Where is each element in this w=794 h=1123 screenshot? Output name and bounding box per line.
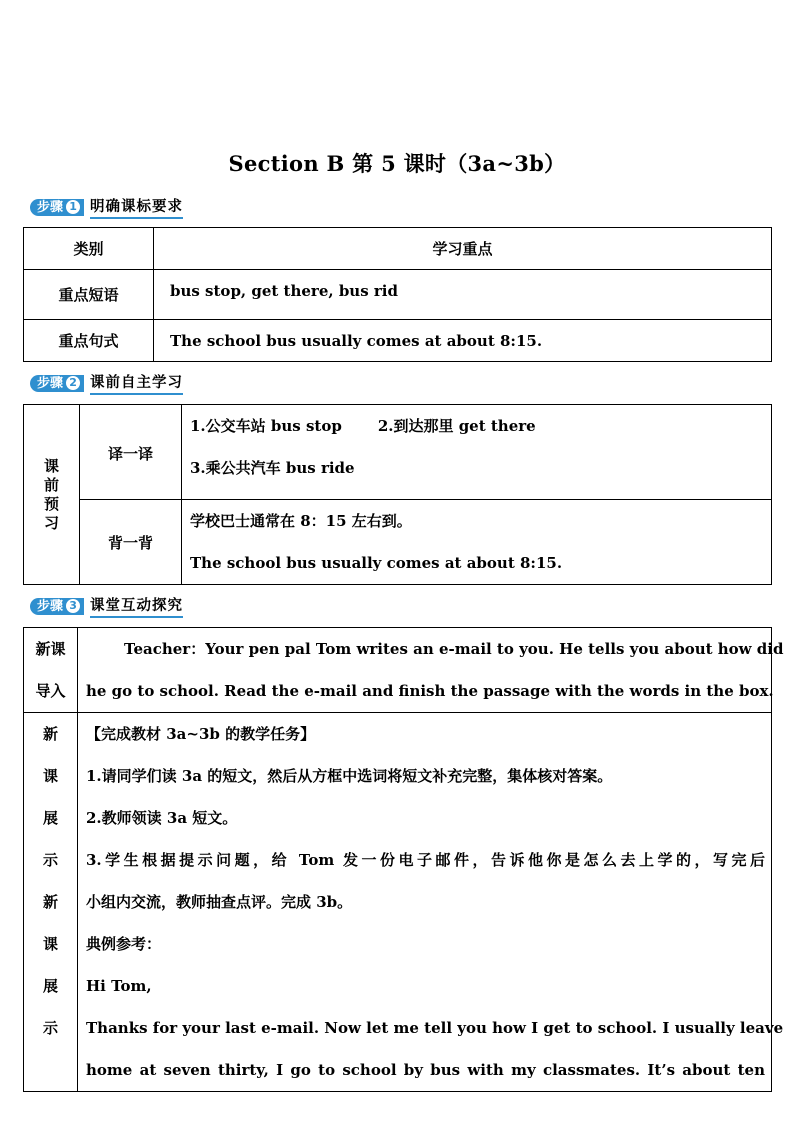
step-3-table <box>23 627 784 1092</box>
sentences-content: The school bus usually comes at about 8:15. <box>154 320 772 362</box>
intro-line: he go to school. Read the e-mail and finish the passage with the words in the box. <box>86 682 774 700</box>
translate-item: 3.乘公共汽车 bus ride <box>190 459 355 477</box>
phrases-content: bus stop, get there, bus rid <box>154 270 772 320</box>
header-category: 类别 <box>24 228 154 270</box>
translate-item: 1.公交车站 bus stop <box>190 417 342 435</box>
task-line: 2.教师领读 3a 短文。 <box>86 809 238 827</box>
translate-content <box>182 405 772 500</box>
display-content <box>78 713 784 1092</box>
step-1-header <box>30 196 183 218</box>
page-title: Section B 第 5 课时（3a~3b） <box>228 151 566 176</box>
email-greeting: Hi Tom, <box>86 977 152 995</box>
recite-line-english: The school bus usually comes at about 8:15. <box>190 554 563 572</box>
task-heading: 【完成教材 3a~3b 的教学任务】 <box>86 725 316 743</box>
step-badge: 步骤 3 <box>30 598 84 615</box>
email-line: Thanks for your last e-mail. Now let me tell you how I get to school. I usually leave <box>86 1019 784 1037</box>
step-label: 明确课标要求 <box>90 195 183 219</box>
translate-item: 2.到达那里 get there <box>377 417 536 435</box>
step-2-header <box>30 372 183 394</box>
preview-side-label: 课 前 预 习 <box>24 405 80 585</box>
intro-side-label: 新课 导入 <box>24 628 78 713</box>
step-number-icon: 3 <box>66 599 80 613</box>
display-side-label: 新 课 展 示 新 课 展 示 <box>24 713 78 1092</box>
header-focus: 学习重点 <box>154 228 772 270</box>
email-line: home at seven thirty, I go to school by bus with my classmates. It’s about ten <box>86 1061 765 1079</box>
example-heading: 典例参考： <box>86 935 162 953</box>
recite-line-chinese: 学校巴士通常在 8：15 左右到。 <box>190 512 412 530</box>
category-phrases: 重点短语 <box>24 270 154 320</box>
step-label: 课前自主学习 <box>90 371 183 395</box>
step-2-table <box>23 404 772 585</box>
step-label: 课堂互动探究 <box>90 594 183 618</box>
category-sentences: 重点句式 <box>24 320 154 362</box>
step-badge: 步骤 1 <box>30 199 84 216</box>
task-line: 小组内交流，教师抽查点评。完成 3b。 <box>86 893 353 911</box>
step-1-table <box>23 227 772 362</box>
step-number-icon: 2 <box>66 376 80 390</box>
recite-label: 背一背 <box>80 500 182 585</box>
intro-content <box>78 628 784 713</box>
step-number-icon: 1 <box>66 200 80 214</box>
intro-line: Teacher：Your pen pal Tom writes an e-mail to you. He tells you about how did <box>124 640 784 658</box>
translate-label: 译一译 <box>80 405 182 500</box>
step-badge: 步骤 2 <box>30 375 84 392</box>
task-line: 1.请同学们读 3a 的短文，然后从方框中选词将短文补充完整，集体核对答案。 <box>86 767 613 785</box>
step-3-header <box>30 595 183 617</box>
recite-content <box>182 500 772 585</box>
task-line: 3.学生根据提示问题，给 Tom 发一份电子邮件，告诉他你是怎么去上学的，写完后 <box>86 851 765 869</box>
